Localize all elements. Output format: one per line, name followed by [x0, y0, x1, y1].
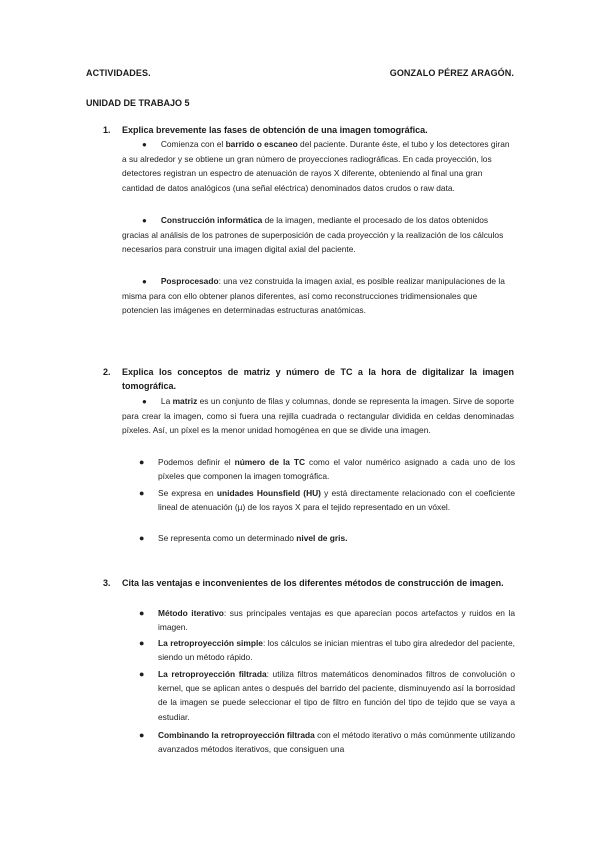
- q3-item-2: [122, 636, 515, 664]
- q2-item-1: [122, 394, 514, 438]
- item-bold: unidades Hounsfield (HU): [216, 488, 321, 498]
- item-rest: como el valor numérico asignado a cada uno de los píxeles que componen la imagen tomográfica.: [158, 457, 515, 482]
- q2-item-2: [122, 455, 515, 483]
- bullet-icon: ●: [139, 638, 145, 648]
- item-lead: Comienza con el: [160, 139, 226, 149]
- q1-item-2: [122, 213, 512, 257]
- q3-item-3: [122, 667, 515, 724]
- item-bold: nivel de gris.: [296, 533, 348, 543]
- header-author: GONZALO PÉREZ ARAGÓN.: [389, 68, 514, 78]
- question-1: [103, 123, 514, 137]
- item-bold: Combinando la retroproyección filtrada: [158, 730, 315, 740]
- item-lead: Se expresa en: [158, 488, 217, 498]
- q2-item-4: [122, 531, 515, 545]
- item-lead: Podemos definir el: [158, 457, 235, 467]
- question-2: [103, 365, 514, 393]
- item-rest: del paciente. Durante éste, el tubo y los detectores giran a su alrededor y se obtiene un gran número de proyecciones radiográficas. En cada proyección, los detectores registran un espectro de atenuación de rayos X diferente, obteniendo al final una gran cantidad de datos analógicos (una señal eléctrica) denominados datos crudos o raw data.: [122, 139, 510, 193]
- bullet-icon: ●: [139, 730, 145, 740]
- bullet-icon: ●: [142, 397, 147, 406]
- item-lead: La: [160, 396, 173, 406]
- question-text: Cita las ventajas e inconvenientes de los diferentes métodos de construcción de imagen.: [122, 578, 504, 588]
- item-rest: es un conjunto de filas y columnas, donde se representa la imagen. Sirve de soporte para crear la imagen, como si fuera una rejilla cuadrada o rectangular dividida en celdas denominadas píxeles. Así, un píxel es la menor unidad homogénea en que se divide una imagen.: [122, 396, 514, 436]
- item-rest: y está directamente relacionado con el coeficiente lineal de atenuación (µ) de los rayos X para el tejido representado en un vóxel.: [158, 488, 515, 513]
- item-rest: con el método iterativo o más comúnmente utilizando avanzados métodos iterativos, que consiguen una: [158, 730, 516, 755]
- item-bold: Posprocesado: [160, 276, 219, 286]
- item-bold: Método iterativo: [158, 608, 224, 618]
- question-text: Explica los conceptos de matriz y número de TC a la hora de digitalizar la imagen tomográfica.: [122, 367, 514, 391]
- bullet-icon: ●: [139, 669, 145, 679]
- q3-item-4: [122, 728, 515, 756]
- question-3: [103, 576, 514, 590]
- item-bold: La retroproyección filtrada: [158, 669, 267, 679]
- q1-item-3: [122, 274, 512, 318]
- item-rest: : utiliza filtros matemáticos denominados filtros de convolución o kernel, que se aplican antes o después del barrido del paciente, disminuyendo así la borrosidad de la imagen se puede seleccionar el tipo de filtro en función del tipo de tejido que se vaya a estudiar.: [158, 669, 515, 722]
- bullet-icon: ●: [139, 457, 145, 467]
- item-rest: : sus principales ventajas es que aparecían pocos artefactos y ruidos en la imagen.: [158, 608, 515, 633]
- item-lead: Se representa como un determinado: [158, 533, 297, 543]
- bullet-icon: ●: [139, 608, 145, 618]
- header-activities: ACTIVIDADES.: [86, 68, 151, 78]
- question-number: 3.: [103, 578, 111, 588]
- question-number: 2.: [103, 367, 111, 377]
- item-bold: La retroproyección simple: [158, 638, 263, 648]
- bullet-icon: ●: [142, 277, 147, 286]
- item-rest: de la imagen, mediante el procesado de los datos obtenidos gracias al análisis de los patrones de superposición de cada proyección y la realización de los cálculos necesarios para construir una imagen digital axial del paciente.: [122, 215, 504, 255]
- question-number: 1.: [103, 125, 111, 135]
- unit-title: UNIDAD DE TRABAJO 5: [86, 98, 190, 108]
- item-rest: : una vez construida la imagen axial, es posible realizar manipulaciones de la misma para con ello obtener planos diferentes, así como reconstrucciones tridimensionales que potencien las imágenes en determinadas estructuras anatómicas.: [122, 276, 505, 316]
- bullet-icon: ●: [139, 533, 145, 543]
- q3-item-1: [122, 606, 515, 634]
- item-rest: : los cálculos se inician mientras el tubo gira alrededor del paciente, siendo un método rápido.: [158, 638, 515, 663]
- bullet-icon: ●: [142, 216, 147, 225]
- item-bold: número de la TC: [234, 457, 306, 467]
- item-bold: matriz: [172, 396, 198, 406]
- item-bold: barrido o escaneo: [225, 139, 298, 149]
- bullet-icon: ●: [142, 140, 147, 149]
- q1-item-1: [122, 137, 512, 195]
- item-bold: Construcción informática: [160, 215, 263, 225]
- bullet-icon: ●: [139, 488, 145, 498]
- q2-item-3: [122, 486, 515, 514]
- question-text: Explica brevemente las fases de obtención de una imagen tomográfica.: [122, 125, 428, 135]
